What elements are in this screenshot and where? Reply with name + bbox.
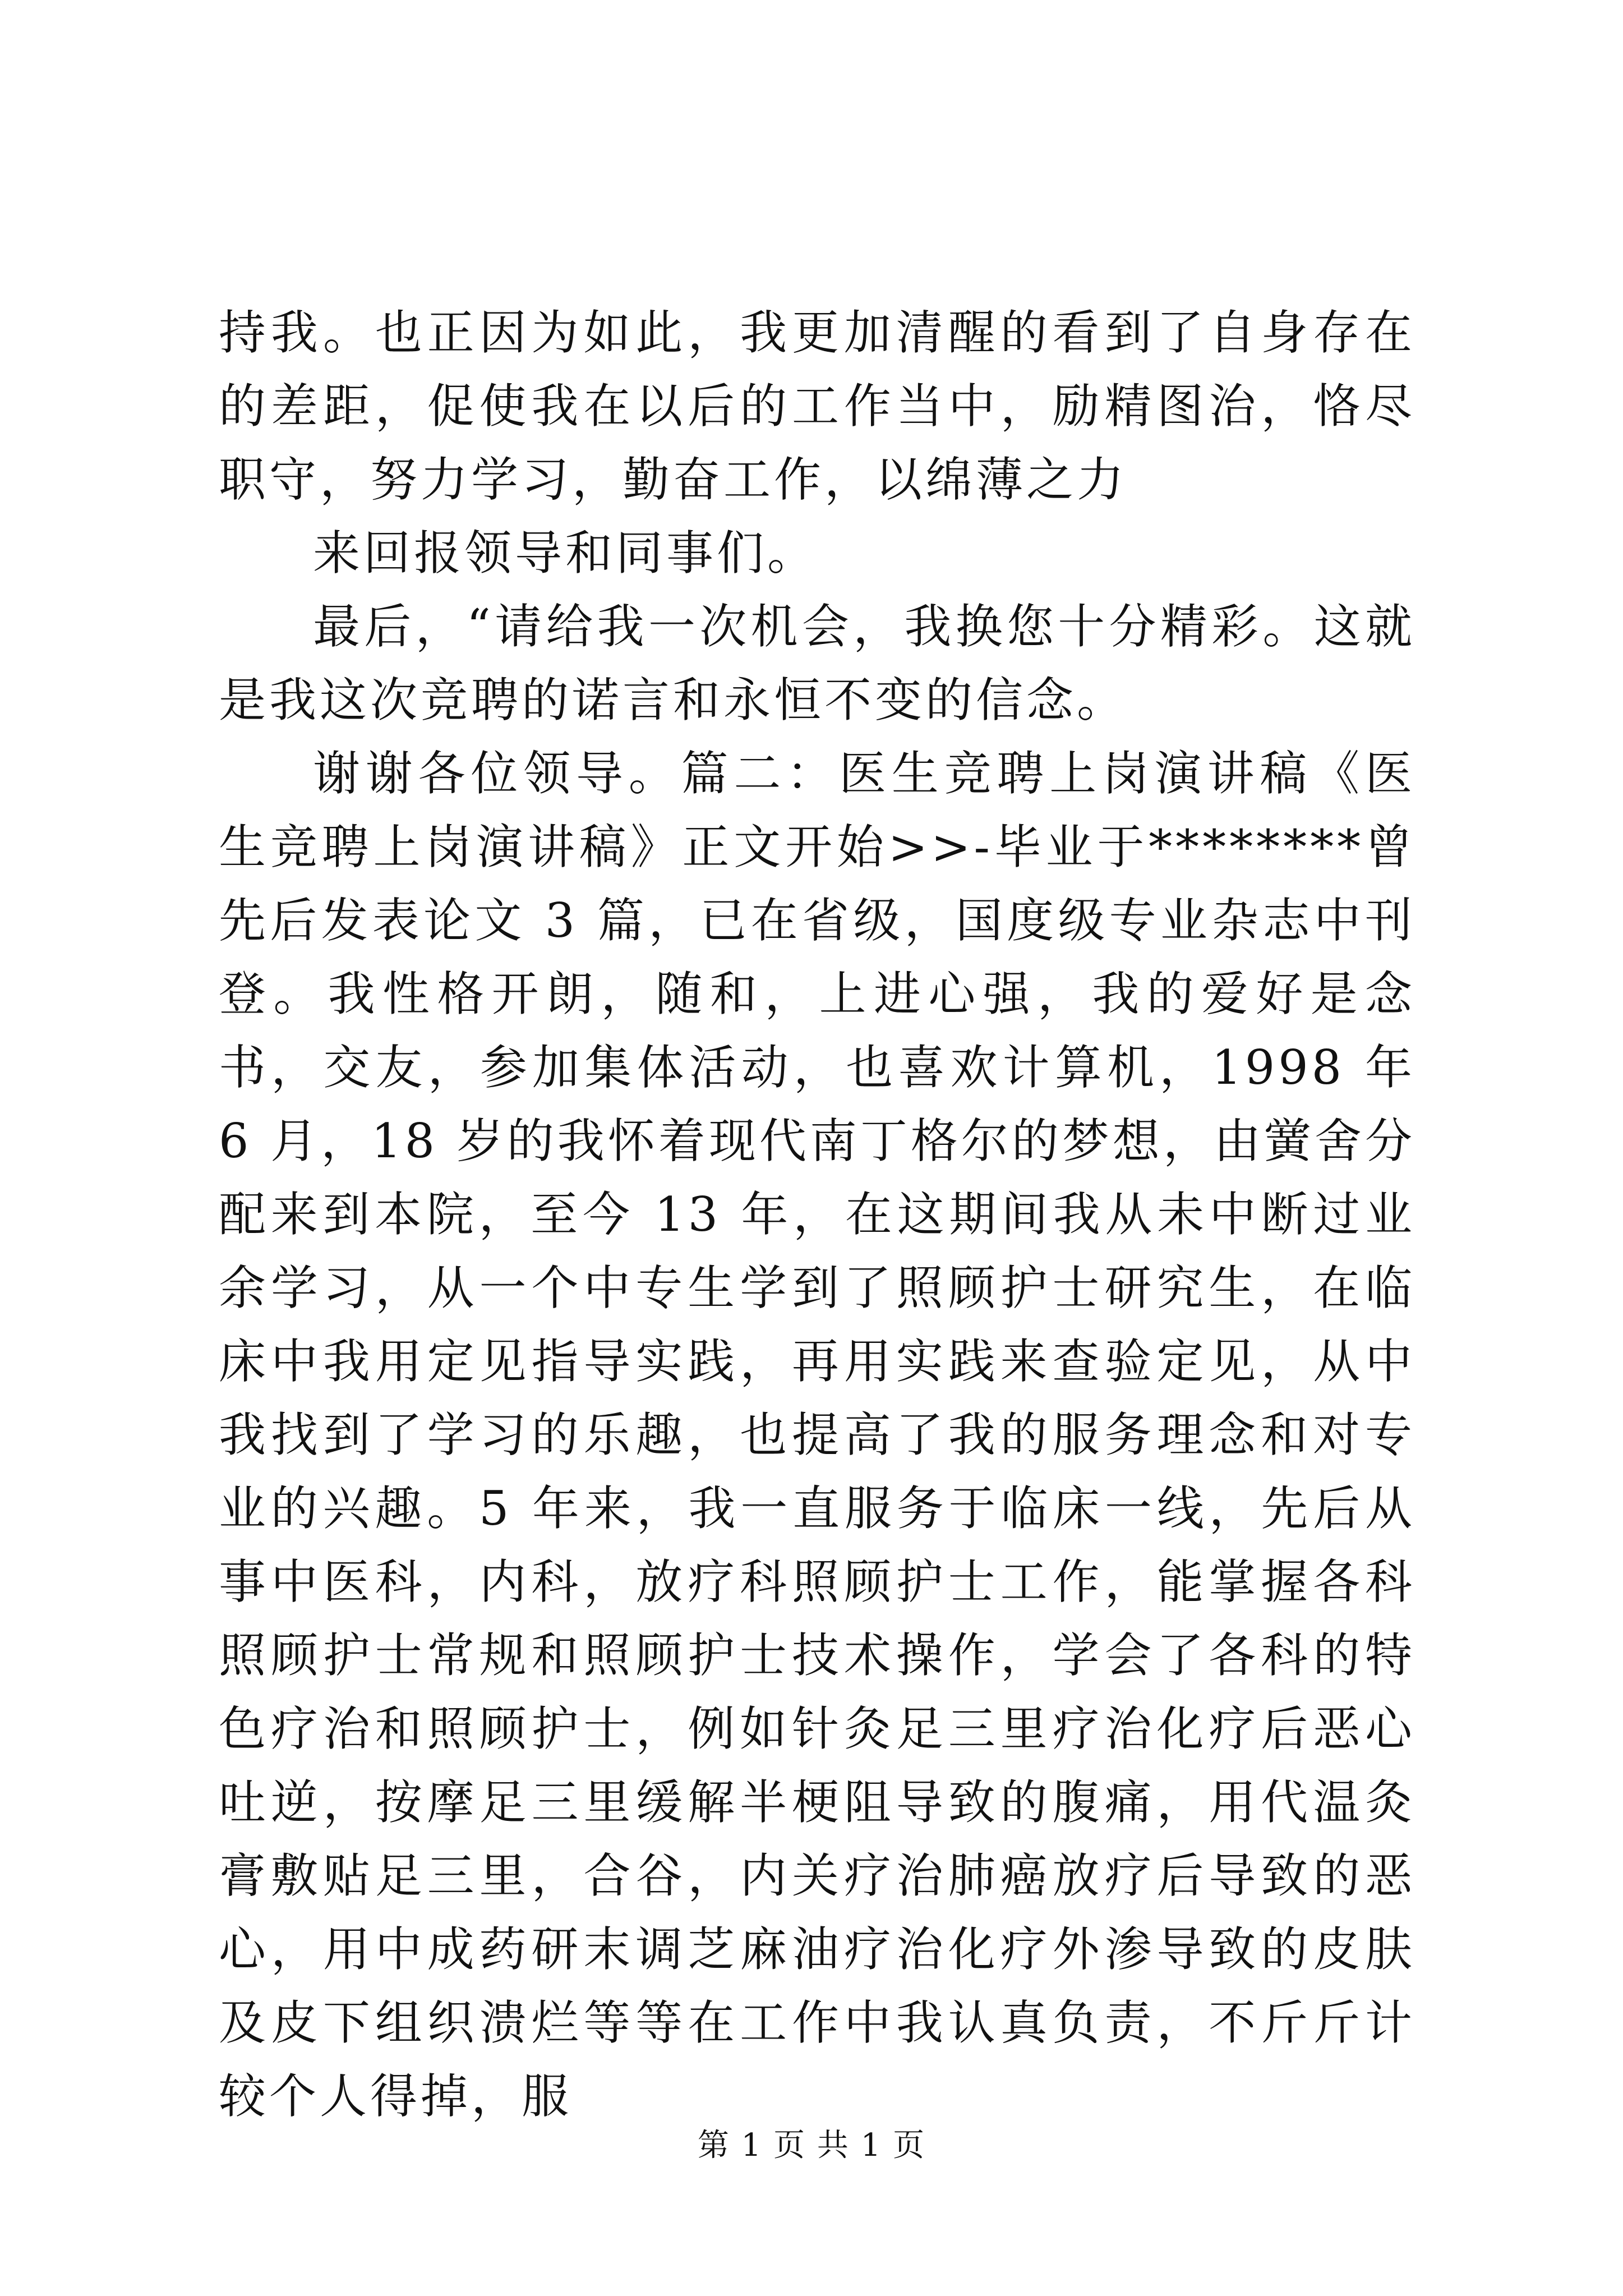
- paragraph-continuation: 持我。也正因为如此，我更加清醒的看到了自身存在的差距，促使我在以后的工作当中，励精图治，恪尽职守，努力学习，勤奋工作，以绵薄之力: [219, 305, 1415, 507]
- paragraph-part-two: 谢谢各位领导。篇二：医生竞聘上岗演讲稿《医生竞聘上岗演讲稿》正文开始>>-毕业于********曾先后发表论文 3 篇，已在省级，国度级专业杂志中刊登。我性格开朗，随和，上进心强，我的爱好是念书，交友，参加集体活动，也喜欢计算机，1998 年 6 月，18 岁的我怀着现代南丁格尔的梦想，由黉舍分配来到本院，至今 13 年，在这期间我从未中断过业余学习，从一个中专生学到了照顾护士研究生，在临床中我用定见指导实践，再用实践来查验定见，从中我找到了学习的乐趣，也提高了我的服务理念和对专业的兴趣。5 年来，我一直服务于临床一线，先后从事中医科，内科，放疗科照顾护士工作，能掌握各科照顾护士常规和照顾护士技术操作，学会了各科的特色疗治和照顾护士，例如针灸足三里疗治化疗后恶心吐逆，按摩足三里缓解半梗阻导致的腹痛，用代温灸膏敷贴足三里，合谷，内关疗治肺癌放疗后导致的恶心，用中成药研末调芝麻油疗治化疗外渗导致的皮肤及皮下组织溃烂等等在工作中我认真负责，不斤斤计较个人得掉，服: [219, 746, 1415, 2124]
- page-footer: 第 1 页 共 1 页: [697, 2127, 926, 2164]
- document-body: [219, 296, 1415, 2133]
- paragraph-thanks-colleagues: 来回报领导和同事们。: [313, 526, 818, 581]
- paragraph-closing-pledge: 最后，“请给我一次机会，我换您十分精彩。这就是我这次竞聘的诺言和永恒不变的信念。: [219, 599, 1415, 728]
